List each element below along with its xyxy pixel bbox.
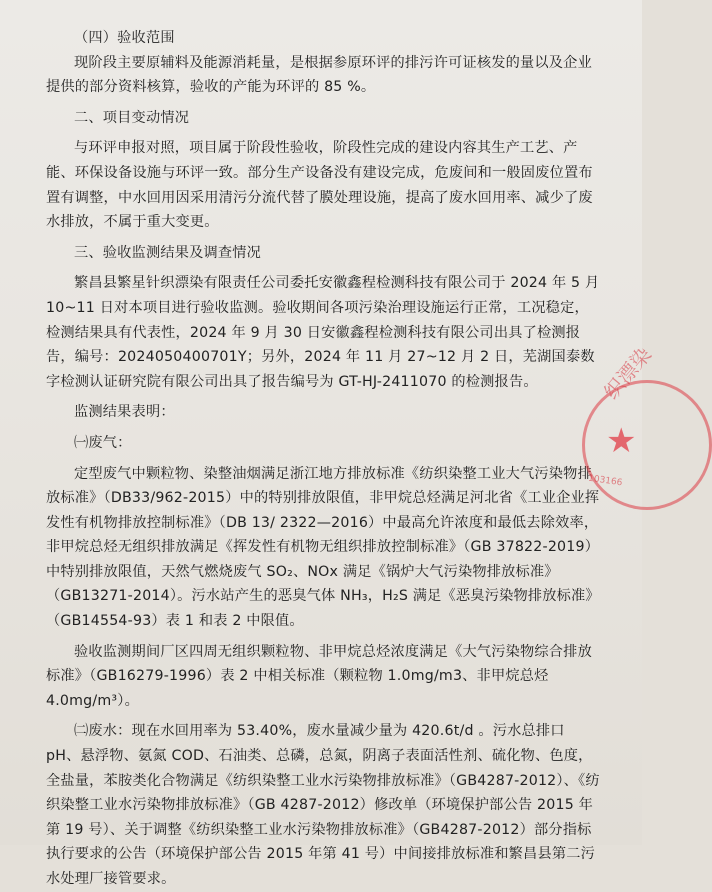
- paragraph-unorganized-emissions: 验收监测期间厂区四周无组织颗粒物、非甲烷总烃浓度满足《大气污染物综合排放标准》（GB16279-1996）表 2 中相关标准（颗粒物 1.0mg/m3、非甲烷总烃 4.0mg/m³）。: [46, 643, 592, 709]
- paragraph-exhaust-gas: 定型废气中颗粒物、染整油烟满足浙江地方排放标准《纺织染整工业大气污染物排放标准》（DB33/962-2015）中的特别排放限值，非甲烷总烃满足河北省《工业企业挥发性有机物排放控制标准》（DB 13/ 2322—2016）中最高允许浓度和最低去除效率，非甲烷总烃无组织排放满足《挥发性有机物无组织排放控制标准》（GB 37822-2019）中特别排放限值，天然气燃烧废气 SO₂、NOx 满足《锅炉大气污染物排放标准》（GB13271-2014）。污水站产生的恶臭气体 NH₃，H₂S 满足《恶臭污染物排放标准》（GB14554-93）表 1 和表 2 中限值。: [46, 465, 600, 630]
- section-heading-project-changes: 二、项目变动情况: [74, 109, 190, 126]
- section-heading-acceptance-scope: （四）验收范围: [74, 30, 175, 46]
- paragraph-project-changes: 与环评申报对照，项目属于阶段性验收，阶段性完成的建设内容其生产工艺、产能、环保设备设施与环评一致。部分生产设备没有建设完成，危废间和一般固废位置布置有调整，中水回用因采用清污分流代替了膜处理设施，提高了废水回用率、减少了废水排放，不属于重大变更。: [46, 140, 593, 231]
- subsection-exhaust-gas: ㈠废气：: [74, 434, 132, 451]
- paragraph-wastewater: ㈡废水：现在水回用率为 53.40%，废水量减少量为 420.6t/d 。污水总排口 pH、悬浮物、氨氮 COD、石油类、总磷，总氮，阴离子表面活性剂、硫化物、色度，全盐量，苯胺类化合物满足《纺织染整工业水污染物排放标准》（GB4287-2012）、《纺织染整工业水污染物排放标准》（GB 4287-2012）修改单（环境保护部公告 2015 年第 19 号）、关于调整《纺织染整工业水污染物排放标准》（GB4287-2012）部分指标执行要求的公告（环境保护部公告 2015 年第 41 号）中间接排放标准和繁昌县第二污水处理厂接管要求。: [46, 723, 600, 887]
- official-seal: [582, 380, 712, 510]
- monitoring-results-label: 监测结果表明：: [74, 404, 175, 421]
- seal-text: 织漂染: [599, 342, 657, 404]
- paragraph-scope: 现阶段主要原辅料及能源消耗量，是根据参原环评的排污许可证核发的量以及企业提供的部分资料核算，验收的产能为环评的 85 %。: [46, 54, 592, 96]
- seal-number: 103166: [587, 473, 623, 489]
- paragraph-monitoring-intro: 繁昌县繁星针织漂染有限责任公司委托安徽鑫程检测科技有限公司于 2024 年 5 月 10~11 日对本项目进行验收监测。验收期间各项污染治理设施运行正常，工况稳定，检测结果具有代表性，2024 年 9 月 30 日安徽鑫程检测科技有限公司出具了检测报告，编号：2024050400701Y；另外，2024 年 11 月 27~12 月 2 日，芜湖国泰数字检测认证研究院有限公司出具了报告编号为 GT-HJ-2411070 的检测报告。: [46, 275, 600, 390]
- seal-star-icon: ★: [606, 421, 637, 461]
- section-heading-monitoring-results: 三、验收监测结果及调查情况: [74, 244, 262, 261]
- document-body: [46, 26, 602, 892]
